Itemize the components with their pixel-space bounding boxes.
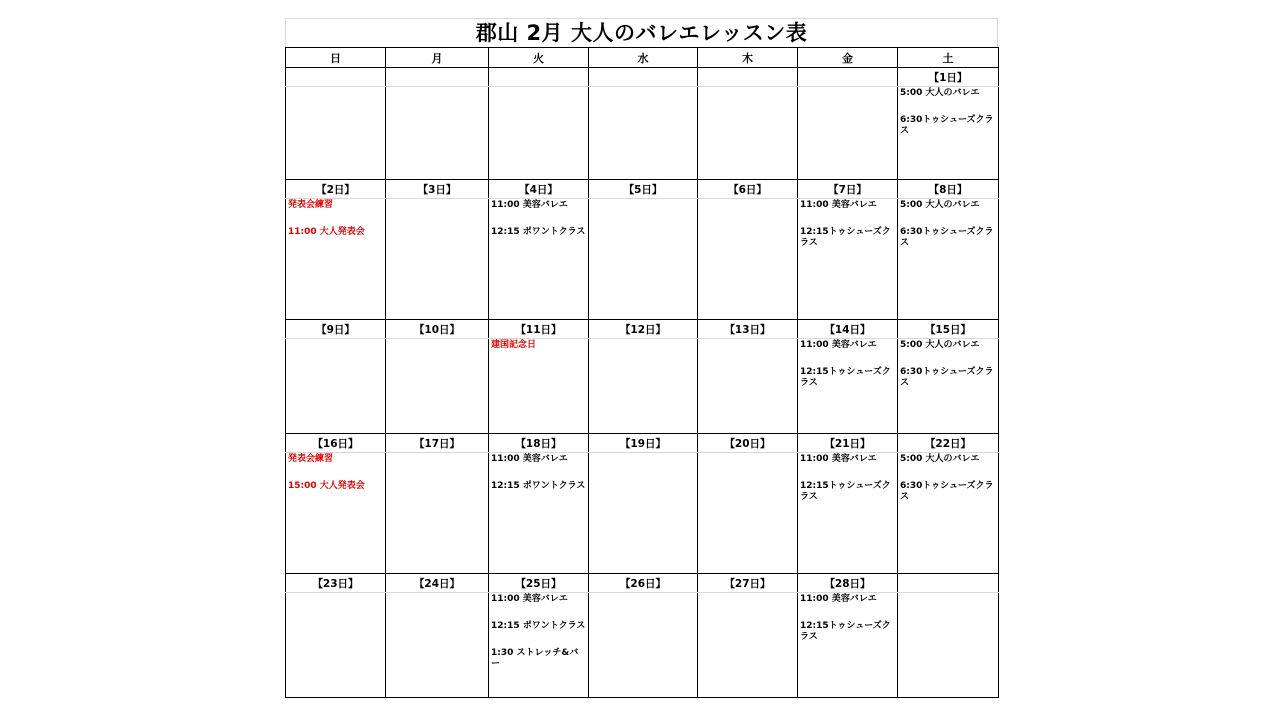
day-date-label: 【2日】 <box>286 180 386 199</box>
day-cell <box>286 339 386 434</box>
day-events <box>286 87 385 88</box>
lesson-entry: 12:15トゥシューズクラス <box>800 481 891 502</box>
day-cell <box>489 87 589 180</box>
day-cell <box>489 453 589 574</box>
date-row <box>286 320 999 339</box>
lesson-entry: 11:00 美容バレエ <box>491 200 568 210</box>
lesson-entry: 11:00 美容バレエ <box>800 594 877 604</box>
day-date-label <box>898 574 999 593</box>
day-events <box>698 339 797 340</box>
day-date-label: 【4日】 <box>489 180 589 199</box>
day-events <box>489 453 588 492</box>
lesson-entry: 6:30トゥシューズクラス <box>900 115 994 136</box>
day-events <box>589 199 697 200</box>
day-cell <box>386 453 489 574</box>
events-row <box>286 199 999 320</box>
day-events <box>798 453 897 503</box>
lesson-entry: 11:00 美容バレエ <box>800 200 877 210</box>
day-cell <box>798 593 898 698</box>
events-row <box>286 87 999 180</box>
lesson-entry: 5:00 大人のバレエ <box>900 454 980 464</box>
event-notice: 建国記念日 <box>491 340 537 350</box>
lesson-entry: 1:30 ストレッチ&バー <box>491 648 579 669</box>
day-cell <box>898 87 999 180</box>
day-date-label <box>489 68 589 87</box>
lesson-entry: 5:00 大人のバレエ <box>900 200 980 210</box>
weekday-mon: 月 <box>386 48 489 68</box>
day-cell <box>489 593 589 698</box>
day-date-label: 【15日】 <box>898 320 999 339</box>
day-date-label: 【18日】 <box>489 434 589 453</box>
day-cell <box>898 593 999 698</box>
day-events <box>589 593 697 594</box>
day-cell <box>798 453 898 574</box>
day-events <box>286 339 385 340</box>
day-date-label: 【24日】 <box>386 574 489 593</box>
day-events <box>489 593 588 670</box>
day-cell <box>286 593 386 698</box>
day-date-label: 【17日】 <box>386 434 489 453</box>
day-events <box>286 453 385 492</box>
day-events <box>286 199 385 238</box>
day-date-label: 【26日】 <box>589 574 698 593</box>
lesson-entry: 5:00 大人のバレエ <box>900 340 980 350</box>
lesson-entry: 12:15 ポワントクラス <box>491 481 586 491</box>
day-events <box>489 339 588 351</box>
day-cell <box>589 199 698 320</box>
day-date-label: 【12日】 <box>589 320 698 339</box>
day-cell <box>698 339 798 434</box>
day-date-label: 【21日】 <box>798 434 898 453</box>
lesson-entry: 12:15 ポワントクラス <box>491 621 586 631</box>
day-date-label: 【25日】 <box>489 574 589 593</box>
date-row <box>286 434 999 453</box>
day-date-label: 【22日】 <box>898 434 999 453</box>
day-cell <box>286 453 386 574</box>
weekday-sat: 土 <box>898 48 999 68</box>
day-cell <box>698 453 798 574</box>
day-cell <box>489 199 589 320</box>
lesson-entry: 12:15トゥシューズクラス <box>800 227 891 248</box>
day-date-label: 【5日】 <box>589 180 698 199</box>
weekday-sun: 日 <box>286 48 386 68</box>
day-events <box>386 87 488 88</box>
day-cell <box>589 339 698 434</box>
day-cell <box>589 593 698 698</box>
date-row <box>286 68 999 87</box>
day-events <box>798 199 897 249</box>
day-cell <box>386 87 489 180</box>
day-date-label: 【11日】 <box>489 320 589 339</box>
day-events <box>698 87 797 88</box>
event-notice: 15:00 大人発表会 <box>288 481 365 491</box>
events-row <box>286 593 999 698</box>
day-date-label: 【3日】 <box>386 180 489 199</box>
day-events <box>898 593 998 594</box>
day-events <box>589 339 697 340</box>
day-events <box>286 593 385 594</box>
day-events <box>386 199 488 200</box>
day-date-label <box>698 68 798 87</box>
day-events <box>386 453 488 454</box>
day-cell <box>898 199 999 320</box>
lesson-entry: 12:15トゥシューズクラス <box>800 367 891 388</box>
day-date-label: 【8日】 <box>898 180 999 199</box>
lesson-entry: 11:00 美容バレエ <box>491 454 568 464</box>
day-date-label <box>386 68 489 87</box>
day-cell <box>386 339 489 434</box>
lesson-entry: 12:15 ポワントクラス <box>491 227 586 237</box>
calendar-table <box>285 47 999 698</box>
day-cell <box>798 339 898 434</box>
day-date-label: 【13日】 <box>698 320 798 339</box>
day-date-label <box>589 68 698 87</box>
day-events <box>898 339 998 389</box>
schedule-title: 郡山 2月 大人のバレエレッスン表 <box>285 18 998 47</box>
day-date-label: 【23日】 <box>286 574 386 593</box>
day-date-label: 【14日】 <box>798 320 898 339</box>
day-date-label <box>286 68 386 87</box>
day-date-label <box>798 68 898 87</box>
day-cell <box>698 199 798 320</box>
events-row <box>286 453 999 574</box>
day-date-label: 【6日】 <box>698 180 798 199</box>
day-cell <box>386 199 489 320</box>
day-cell <box>386 593 489 698</box>
day-events <box>898 87 998 137</box>
day-events <box>489 87 588 88</box>
calendar-body <box>286 68 999 698</box>
day-cell <box>489 339 589 434</box>
day-events <box>386 339 488 340</box>
day-events <box>898 453 998 503</box>
lesson-entry: 6:30トゥシューズクラス <box>900 367 994 388</box>
day-cell <box>898 453 999 574</box>
weekday-fri: 金 <box>798 48 898 68</box>
day-events <box>589 87 697 88</box>
day-date-label: 【9日】 <box>286 320 386 339</box>
event-notice: 発表会練習 <box>288 200 334 210</box>
events-row <box>286 339 999 434</box>
weekday-wed: 水 <box>589 48 698 68</box>
day-date-label: 【28日】 <box>798 574 898 593</box>
date-row <box>286 180 999 199</box>
lesson-entry: 11:00 美容バレエ <box>800 340 877 350</box>
lesson-entry: 6:30トゥシューズクラス <box>900 481 994 502</box>
day-cell <box>698 87 798 180</box>
day-events <box>698 199 797 200</box>
day-cell <box>589 453 698 574</box>
day-cell <box>286 199 386 320</box>
day-events <box>898 199 998 249</box>
day-events <box>698 593 797 594</box>
day-date-label: 【19日】 <box>589 434 698 453</box>
weekday-tue: 火 <box>489 48 589 68</box>
day-cell <box>898 339 999 434</box>
day-date-label: 【10日】 <box>386 320 489 339</box>
day-events <box>386 593 488 594</box>
day-events <box>798 339 897 389</box>
lesson-entry: 11:00 美容バレエ <box>491 594 568 604</box>
day-events <box>798 593 897 643</box>
day-date-label: 【1日】 <box>898 68 999 87</box>
day-date-label: 【16日】 <box>286 434 386 453</box>
day-cell <box>798 87 898 180</box>
day-events <box>698 453 797 454</box>
date-row <box>286 574 999 593</box>
day-cell <box>698 593 798 698</box>
day-date-label: 【27日】 <box>698 574 798 593</box>
day-cell <box>798 199 898 320</box>
day-cell <box>286 87 386 180</box>
day-cell <box>589 87 698 180</box>
day-events <box>798 87 897 88</box>
lesson-entry: 5:00 大人のバレエ <box>900 88 980 98</box>
lesson-entry: 6:30トゥシューズクラス <box>900 227 994 248</box>
day-date-label: 【7日】 <box>798 180 898 199</box>
weekday-header-row <box>286 48 999 68</box>
day-events <box>489 199 588 238</box>
day-date-label: 【20日】 <box>698 434 798 453</box>
day-events <box>589 453 697 454</box>
weekday-thu: 木 <box>698 48 798 68</box>
event-notice: 11:00 大人発表会 <box>288 227 365 237</box>
schedule-sheet <box>285 18 998 698</box>
event-notice: 発表会練習 <box>288 454 334 464</box>
lesson-entry: 12:15トゥシューズクラス <box>800 621 891 642</box>
lesson-entry: 11:00 美容バレエ <box>800 454 877 464</box>
